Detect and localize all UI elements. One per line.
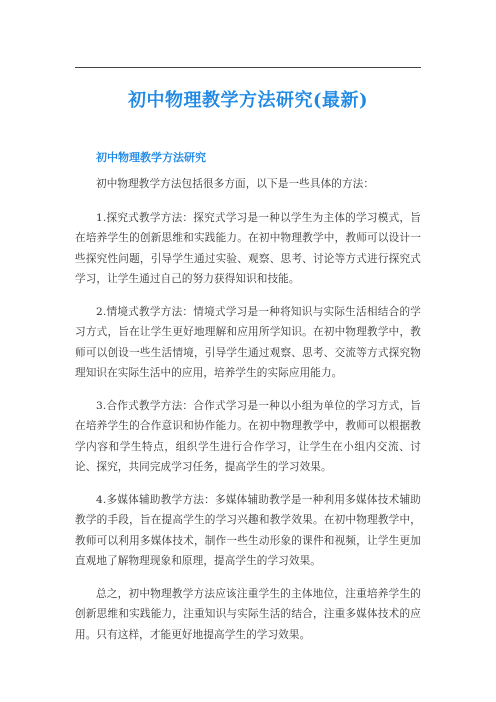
paragraph-inquiry-method: 1.探究式教学方法：探究式学习是一种以学生为主体的学习模式，旨在培养学生的创新思维和实践能力。在初中物理教学中，教师可以设计一些探究性问题，引导学生通过实验、观察、思考、讨论等方式进行探究式学习，让学生通过自己的努力获得知识和技能。 bbox=[75, 211, 421, 285]
paragraph-cooperative-method: 3.合作式教学方法：合作式学习是一种以小组为单位的学习方式，旨在培养学生的合作意识和协作能力。在初中物理教学中，教师可以根据教学内容和学生特点，组织学生进行合作学习，让学生在小组内交流、讨论、探究，共同完成学习任务，提高学生的学习效果。 bbox=[75, 399, 421, 473]
paragraph-situational-method: 2.情境式教学方法：情境式学习是一种将知识与实际生活相结合的学习方式，旨在让学生更好地理解和应用所学知识。在初中物理教学中，教师可以创设一些生活情境，引导学生通过观察、思考、交流等方式探究物理知识在实际生活中的应用，培养学生的实际应用能力。 bbox=[75, 305, 421, 379]
paragraph-multimedia-method: 4.多媒体辅助教学方法：多媒体辅助教学是一种利用多媒体技术辅助教学的手段，旨在提高学生的学习兴趣和教学效果。在初中物理教学中，教师可以利用多媒体技术，制作一些生动形象的课件和视频，让学生更加直观地了解物理现象和原理，提高学生的学习效果。 bbox=[75, 493, 421, 567]
paragraph-conclusion: 总之，初中物理教学方法应该注重学生的主体地位，注重培养学生的创新思维和实践能力，注重知识与实际生活的结合，注重多媒体技术的应用。只有这样，才能更好地提高学生的学习效果。 bbox=[75, 587, 421, 641]
document-title: 初中物理教学方法研究(最新) bbox=[127, 90, 369, 111]
intro-paragraph: 初中物理教学方法包括很多方面，以下是一些具体的方法： bbox=[96, 178, 375, 190]
section-heading: 初中物理教学方法研究 bbox=[96, 151, 206, 164]
header-rule bbox=[75, 67, 421, 68]
document-body bbox=[75, 150, 421, 645]
